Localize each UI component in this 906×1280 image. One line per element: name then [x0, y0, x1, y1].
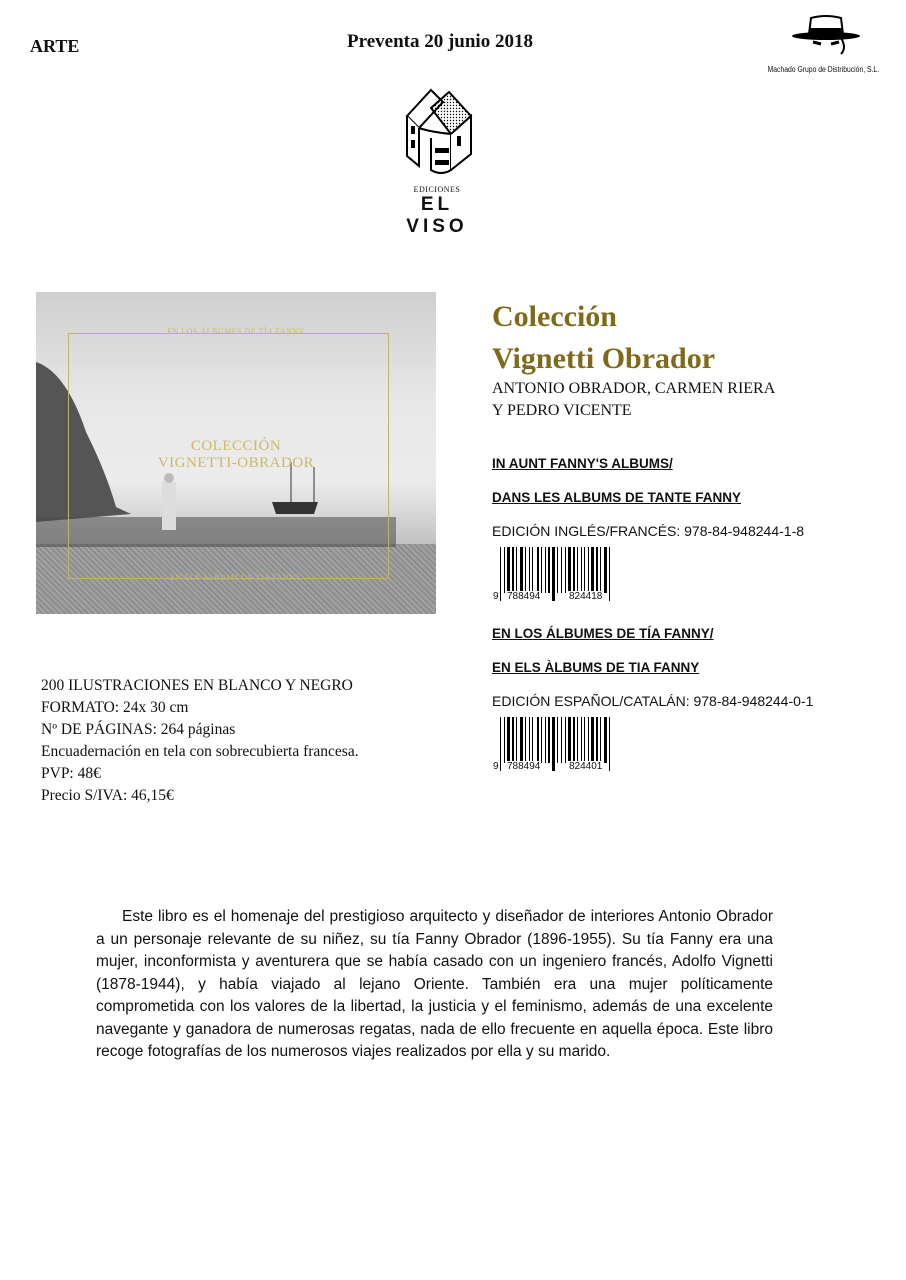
- edition-1-title1: IN AUNT FANNY'S ALBUMS/: [492, 456, 673, 471]
- barcode-bar: [507, 547, 510, 593]
- barcode-bar: [545, 717, 546, 763]
- book-authors: [492, 378, 775, 422]
- spec-pages: Nº DE PÁGINAS: 264 páginas: [41, 721, 236, 738]
- edition-1-isbn: EDICIÓN INGLÉS/FRANCÉS: 978-84-948244-1-8: [492, 523, 805, 539]
- barcode-digits-right: 824401: [569, 761, 603, 772]
- cover-title-line2: VIGNETTI-OBRADOR: [157, 455, 315, 471]
- book-cover-image: [36, 292, 436, 614]
- barcode-bar: [568, 717, 571, 763]
- barcode-bar: [525, 717, 526, 763]
- barcode-digit: 9: [493, 761, 499, 772]
- barcode-bar: [600, 547, 601, 593]
- barcode-bar: [591, 717, 594, 763]
- barcode-bar: [561, 717, 562, 763]
- barcode-digits-right: 824418: [569, 591, 603, 602]
- barcode-bar: [609, 717, 610, 771]
- barcode-bar: [604, 547, 607, 593]
- barcode-bar: [581, 717, 582, 763]
- barcode-bar: [500, 547, 501, 601]
- barcode-bar: [588, 717, 589, 763]
- barcode-bar: [552, 717, 555, 771]
- barcode-bar: [520, 717, 523, 763]
- barcode-bar: [545, 547, 546, 593]
- barcode-bar: [568, 547, 571, 593]
- hat-man-icon: [791, 14, 861, 60]
- presale-date: Preventa 20 junio 2018: [347, 31, 533, 52]
- spec-price: PVP: 48€: [41, 765, 101, 782]
- section-label: ARTE: [30, 36, 80, 56]
- barcode-bar: [552, 547, 555, 601]
- distributor-logo: Machado Grupo de Distribución, S.L.: [766, 14, 886, 74]
- barcode-bar: [516, 547, 517, 593]
- authors-line2: Y PEDRO VICENTE: [492, 402, 632, 419]
- barcode-bar: [604, 717, 607, 763]
- authors-line1: ANTONIO OBRADOR, CARMEN RIERA: [492, 380, 776, 397]
- barcode-bar: [565, 717, 566, 763]
- spec-illustrations: 200 ILUSTRACIONES EN BLANCO Y NEGRO: [41, 677, 353, 694]
- barcode-bar: [596, 717, 598, 763]
- barcode-1: [492, 547, 617, 603]
- book-description: Este libro es el homenaje del prestigioso arquitecto y diseñador de interiores Antonio Obrador a un personaje relevante de su niñez, su tía Fanny Obrador (1896-1955). Su tía Fanny era una mujer, inconformista y aventurera que se había casado con un ingeniero francés, Adolfo Vignetti (1878-1944), y había viajado al lejano Oriente. También era una mujer políticamente comprometida con los valores de la libertad, la justicia y el feminismo, además de una excelente navegante y ganadora de numerosas regatas, nada de ello frecuente en aquella época. Este libro recoge fotografías de los numerosos viajes realizados por ella y su marido.: [96, 908, 773, 1060]
- barcode-bar: [584, 717, 585, 763]
- book-title: [492, 296, 715, 380]
- barcode-bar: [537, 717, 539, 763]
- barcode-bar: [577, 547, 578, 593]
- barcode-bar: [573, 547, 575, 593]
- barcode-bar: [541, 547, 542, 593]
- barcode-bar: [537, 547, 539, 593]
- barcode-digit: 9: [493, 591, 499, 602]
- barcode-bar: [596, 547, 598, 593]
- cover-bottom-text: EN ELS ÀLBUMS DE TIA FANNY: [170, 573, 302, 582]
- barcode-bar: [609, 547, 610, 601]
- barcode-bar: [504, 547, 505, 593]
- book-title-line1: Colección: [492, 300, 617, 333]
- spec-binding: Encuadernación en tela con sobrecubierta francesa.: [41, 743, 359, 760]
- barcode-bar: [512, 547, 514, 593]
- barcode-bar: [516, 717, 517, 763]
- barcode-bar: [532, 717, 533, 763]
- barcode-bar: [529, 717, 530, 763]
- cover-top-text: EN LOS ÁLBUMES DE TÍA FANNY: [167, 327, 305, 336]
- barcode-bar: [541, 717, 542, 763]
- barcode-bar: [500, 717, 501, 771]
- barcode-bar: [532, 547, 533, 593]
- barcode-bar: [588, 547, 589, 593]
- barcode-bar: [557, 547, 558, 593]
- publisher-logo-small: EDICIONES: [413, 185, 461, 194]
- barcode-digits-left: 788494: [507, 591, 541, 602]
- barcode-bar: [581, 547, 582, 593]
- barcode-bar: [520, 547, 523, 593]
- edition-1-title2: DANS LES ALBUMS DE TANTE FANNY: [492, 490, 742, 505]
- barcode-bar: [584, 547, 585, 593]
- book-specs: [41, 675, 359, 807]
- barcode-bar: [577, 717, 578, 763]
- barcode-bar: [600, 717, 601, 763]
- barcode-bar: [525, 547, 526, 593]
- barcode-bar: [591, 547, 594, 593]
- building-icon: [401, 86, 473, 178]
- spec-format: FORMATO: 24x 30 cm: [41, 699, 189, 716]
- edition-2-isbn: EDICIÓN ESPAÑOL/CATALÁN: 978-84-948244-0-1: [492, 693, 814, 709]
- cover-title-line1: COLECCIÓN: [190, 438, 282, 454]
- book-title-line2: Vignetti Obrador: [492, 342, 716, 375]
- barcode-bar: [573, 717, 575, 763]
- barcode-bar: [548, 547, 550, 593]
- publisher-logo-name: EL VISO: [406, 194, 468, 237]
- barcode-2: [492, 717, 617, 773]
- spec-price-no-vat: Precio S/IVA: 46,15€: [41, 787, 174, 804]
- barcode-bar: [561, 547, 562, 593]
- barcode-digits-left: 788494: [507, 761, 541, 772]
- barcode-bar: [529, 547, 530, 593]
- barcode-bar: [512, 717, 514, 763]
- publisher-logo: [392, 86, 482, 238]
- edition-2-title1: EN LOS ÁLBUMES DE TÍA FANNY/: [492, 626, 714, 641]
- barcode-bar: [548, 717, 550, 763]
- edition-2-title2: EN ELS ÀLBUMS DE TIA FANNY: [492, 660, 700, 675]
- barcode-bar: [557, 717, 558, 763]
- barcode-bar: [504, 717, 505, 763]
- barcode-bar: [507, 717, 510, 763]
- barcode-bar: [565, 547, 566, 593]
